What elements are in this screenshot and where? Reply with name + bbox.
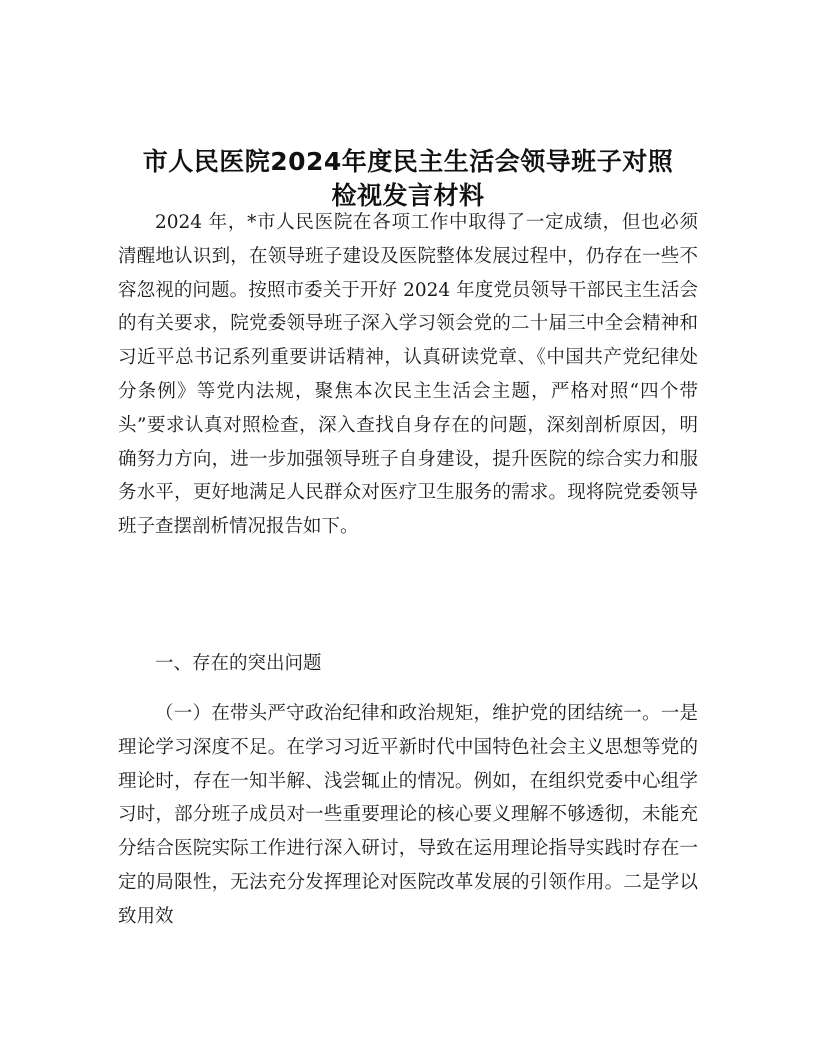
section-paragraph: （一）在带头严守政治纪律和政治规矩，维护党的团结统一。一是理论学习深度不足。在学习习近平新时代中国特色社会主义思想等党的理论时，存在一知半解、浅尝辄止的情况。例如，在组织党委中心组学习时，部分班子成员对一些重要理论的核心要义理解不够透彻，未能充分结合医院实际工作进行深入研讨，导致在运用理论指导实践时存在一定的局限性，无法充分发挥理论对医院改革发展的引领作用。二是学以致用效 xyxy=(118,703,698,927)
title-line-2: 检视发言材料 xyxy=(331,181,485,210)
section-heading: 一、存在的突出问题 xyxy=(155,653,322,674)
intro-paragraph: 2024 年，*市人民医院在各项工作中取得了一定成绩，但也必须清醒地认识到，在领导班子建设及医院整体发展过程中，仍存在一些不容忽视的问题。按照市委关于开好 2024 年度党员领导干部民主生活会的有关要求，院党委领导班子深入学习领会党的二十届三中全会精神和习近平总书记系列重要讲话精神，认真研读党章、《中国共产党纪律处分条例》等党内法规，聚焦本次民主生活会主题，严格对照“四个带头”要求认真对照检查，深入查找自身存在的问题，深刻剖析原因，明确努力方向，进一步加强领导班子自身建设，提升医院的综合实力和服务水平，更好地满足人民群众对医疗卫生服务的需求。现将院党委领导班子查摆剖析情况报告如下。 xyxy=(118,212,698,538)
document-title xyxy=(110,145,706,213)
title-line-1: 市人民医院2024年度民主生活会领导班子对照 xyxy=(142,147,674,176)
